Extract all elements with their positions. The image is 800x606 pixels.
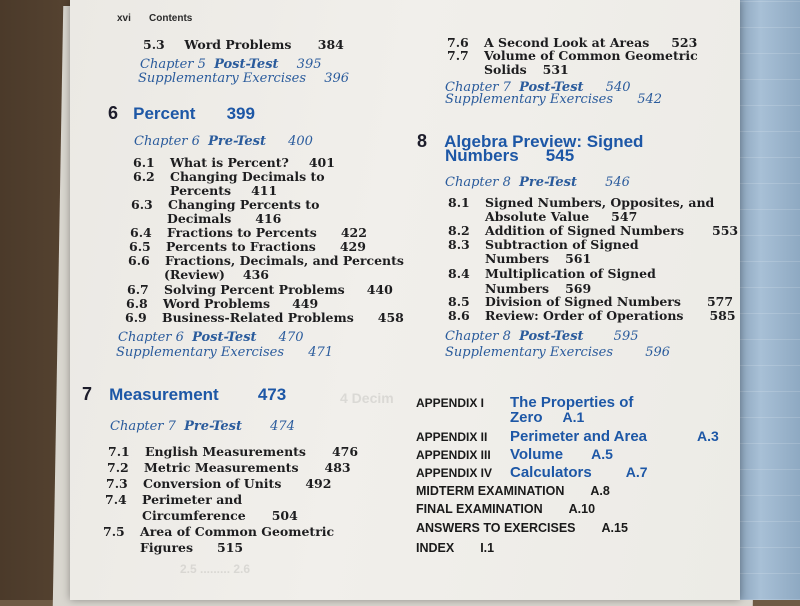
page-ref: 429: [339, 239, 366, 254]
page-ref: 595: [613, 329, 639, 344]
appendix-label: APPENDIX I: [416, 396, 485, 410]
page-ref: A.3: [697, 428, 719, 444]
pretest-label: Pre-Test: [184, 419, 242, 434]
page-ref: 542: [637, 92, 663, 107]
toc-entry-8-3-cont: [485, 251, 591, 266]
back-matter-answers: [416, 521, 628, 535]
toc-entry-6-6: [128, 253, 404, 268]
toc-entry-6-9: [125, 310, 404, 325]
appendix-label: APPENDIX II: [416, 430, 488, 444]
back-matter-midterm: [416, 484, 610, 498]
section-title: Fractions, Decimals, and Percents: [165, 253, 404, 268]
toc-entry-7-4: [105, 492, 242, 507]
posttest-label: Post-Test: [192, 330, 257, 345]
toc-entry-8-2: [448, 223, 738, 238]
section-number: 8.6: [448, 308, 470, 323]
chapter5-posttest: [140, 57, 322, 72]
page-ref: 561: [565, 251, 592, 266]
page-ref: 471: [308, 345, 334, 360]
section-number: 8.3: [448, 237, 470, 252]
section-number: 8.5: [448, 294, 470, 309]
section-number: 6.4: [130, 225, 152, 240]
page-ref: 470: [278, 330, 304, 345]
section-title: Percents: [170, 183, 232, 198]
page-ref: A.15: [601, 521, 628, 535]
section-number: 5.3: [143, 37, 165, 52]
back-matter-label: ANSWERS TO EXERCISES: [416, 521, 576, 535]
chapter6-heading: [108, 103, 255, 124]
running-header: Contents: [149, 13, 193, 24]
chapter-page: 399: [226, 104, 255, 123]
toc-entry-6-5: [129, 239, 366, 254]
section-title: Changing Percents to: [168, 197, 320, 212]
show-through-text-2: 2.5 ......... 2.6: [180, 562, 251, 576]
page-number: xvi: [117, 13, 131, 24]
page-ref: 395: [296, 57, 322, 72]
section-title: Word Problems: [163, 296, 271, 311]
toc-entry-8-3: [448, 237, 639, 252]
section-title: (Review): [164, 267, 225, 282]
supp-label: Supplementary Exercises: [445, 345, 614, 360]
section-title: Solids: [484, 62, 527, 77]
page-ref: 440: [366, 282, 393, 297]
chapter-title: Measurement: [109, 385, 219, 404]
chapter6-posttest: [118, 330, 304, 345]
chapter8-heading-cont: [445, 146, 574, 166]
page-ref: I.1: [480, 541, 495, 555]
section-title: Multiplication of Signed: [485, 266, 656, 281]
toc-entry-8-1: [448, 195, 714, 210]
toc-entry-5-3: [143, 37, 344, 52]
section-title: What is Percent?: [170, 155, 289, 170]
appendix-label: APPENDIX IV: [416, 466, 493, 480]
supp-label: Supplementary Exercises: [138, 71, 307, 86]
section-number: 7.5: [103, 524, 125, 539]
section-title: Absolute Value: [485, 209, 590, 224]
toc-entry-6-4: [130, 225, 367, 240]
page-ref: A.10: [568, 502, 596, 516]
back-matter-label: INDEX: [416, 541, 455, 555]
toc-entry-7-7: [447, 48, 698, 63]
toc-entry-8-5: [448, 294, 733, 309]
appendix-1-cont: [510, 407, 584, 426]
page-ref: 384: [317, 37, 344, 52]
section-title: Perimeter and: [142, 492, 243, 507]
posttest-prefix: Chapter 7: [445, 80, 511, 95]
toc-entry-8-6: [448, 308, 736, 323]
page-ref: 546: [605, 175, 630, 190]
page-ref: 400: [288, 134, 313, 149]
toc-entry-7-3: [106, 476, 331, 491]
section-number: 7.2: [107, 460, 129, 475]
page-ref: 396: [324, 71, 350, 86]
appendix-title: The Properties of: [510, 394, 634, 411]
posttest-label: Post-Test: [519, 329, 584, 344]
pretest-label: Pre-Test: [519, 175, 577, 190]
toc-entry-7-5: [103, 524, 334, 539]
section-number: 8.4: [448, 266, 470, 281]
toc-entry-6-8: [126, 296, 318, 311]
section-number: 7.7: [447, 48, 469, 63]
back-matter-label: MIDTERM EXAMINATION: [416, 484, 565, 498]
appendix-title: Perimeter and Area: [510, 428, 648, 445]
page-ref: 504: [271, 508, 298, 523]
page-ref: 596: [645, 345, 671, 360]
page-ref: 547: [611, 209, 638, 224]
section-title: Subtraction of Signed: [485, 237, 639, 252]
section-number: 6.1: [133, 155, 155, 170]
section-title: Changing Decimals to: [170, 169, 325, 184]
section-title: Volume of Common Geometric: [484, 48, 698, 63]
page-ref: 553: [712, 223, 739, 238]
toc-entry-7-1: [108, 444, 358, 459]
chapter6-pretest: [134, 134, 313, 149]
page-ref: A.1: [562, 409, 585, 425]
page-ref: 411: [251, 183, 278, 198]
section-title: Numbers: [485, 251, 550, 266]
posttest-prefix: Chapter 6: [118, 330, 184, 345]
appendix-title: Volume: [510, 446, 564, 463]
appendix-2: [416, 426, 719, 445]
page-ref: A.8: [590, 484, 610, 498]
page-ref: 401: [308, 155, 335, 170]
supp-label: Supplementary Exercises: [116, 345, 285, 360]
toc-entry-6-2-cont: [170, 183, 277, 198]
book-page: [70, 0, 740, 600]
toc-entry-6-6-cont: [164, 267, 269, 282]
section-title: Business-Related Problems: [162, 310, 354, 325]
toc-entry-6-3: [131, 197, 319, 212]
section-title: Signed Numbers, Opposites, and: [485, 195, 715, 210]
section-number: 6.8: [126, 296, 148, 311]
toc-entry-7-2: [107, 460, 351, 475]
back-matter-index: [416, 541, 494, 555]
page-ref: 474: [270, 419, 295, 434]
pretest-label: Pre-Test: [208, 134, 266, 149]
page-ref: 569: [565, 281, 592, 296]
posttest-label: Post-Test: [214, 57, 279, 72]
page-ref: 483: [324, 460, 351, 475]
page-ref: 523: [671, 35, 698, 50]
appendix-3: [416, 444, 613, 463]
section-title: Word Problems: [184, 37, 292, 52]
chapter7-heading: [82, 384, 286, 405]
pretest-prefix: Chapter 6: [134, 134, 200, 149]
posttest-label: Post-Test: [519, 80, 584, 95]
section-title: Solving Percent Problems: [164, 282, 345, 297]
page-ref: 422: [340, 225, 367, 240]
page-ref: A.5: [591, 446, 613, 462]
section-number: 6.2: [133, 169, 155, 184]
toc-entry-6-3-cont: [167, 211, 281, 226]
chapter5-supplementary: [138, 71, 349, 86]
section-title: Review: Order of Operations: [485, 308, 684, 323]
section-title: Addition of Signed Numbers: [485, 223, 684, 238]
page-ref: 577: [706, 294, 734, 309]
chapter7-pretest: [110, 419, 295, 434]
pretest-prefix: Chapter 7: [110, 419, 176, 434]
appendix-title: Zero: [510, 409, 543, 426]
posttest-prefix: Chapter 5: [140, 57, 206, 72]
section-number: 6.7: [127, 282, 149, 297]
chapter6-supplementary: [116, 345, 333, 360]
chapter8-supplementary: [445, 345, 670, 360]
section-title: Metric Measurements: [144, 460, 299, 475]
pretest-prefix: Chapter 8: [445, 175, 511, 190]
toc-entry-8-1-cont: [485, 209, 637, 224]
chapter-number: 7: [82, 384, 93, 404]
toc-entry-8-4: [448, 266, 656, 281]
page-ref: A.7: [625, 464, 648, 480]
chapter8-posttest: [445, 329, 639, 344]
chapter-number: 6: [108, 103, 119, 123]
section-title: Decimals: [167, 211, 232, 226]
section-title: Circumference: [142, 508, 246, 523]
page-ref: 449: [292, 296, 319, 311]
show-through-text: 4 Decim: [340, 390, 394, 406]
section-number: 6.3: [131, 197, 153, 212]
section-number: 6.9: [125, 310, 147, 325]
chapter-page: 545: [545, 146, 575, 165]
section-title: English Measurements: [145, 444, 306, 459]
chapter7-supplementary: [445, 92, 662, 107]
section-title: Conversion of Units: [143, 476, 282, 491]
section-title: Area of Common Geometric: [140, 524, 335, 539]
page-ref: 458: [377, 310, 404, 325]
section-number: 7.6: [447, 35, 469, 50]
section-number: 6.5: [129, 239, 151, 254]
section-title: Numbers: [485, 281, 550, 296]
back-matter-label: FINAL EXAMINATION: [416, 502, 543, 516]
supp-label: Supplementary Exercises: [445, 92, 614, 107]
toc-entry-6-1: [133, 155, 335, 170]
chapter-page: 473: [257, 385, 287, 404]
chapter-number: 8: [417, 131, 428, 151]
toc-entry-7-4-cont: [142, 508, 298, 523]
page-ref: 585: [709, 308, 736, 323]
section-title: Percents to Fractions: [166, 239, 316, 254]
page-ref: 476: [331, 444, 359, 459]
page-ref: 492: [305, 476, 332, 491]
back-matter-final: [416, 502, 595, 516]
page-ref: 416: [255, 211, 282, 226]
section-title: Fractions to Percents: [167, 225, 317, 240]
appendix-4: [416, 462, 648, 481]
toc-entry-6-2: [133, 169, 325, 184]
toc-entry-7-5-cont: [140, 540, 243, 555]
appendix-title: Calculators: [510, 464, 592, 481]
toc-entry-7-7-cont: [484, 62, 569, 77]
section-number: 8.1: [448, 195, 470, 210]
page-ref: 540: [605, 80, 631, 95]
appendix-label: APPENDIX III: [416, 448, 491, 462]
chapter8-pretest: [445, 175, 630, 190]
posttest-prefix: Chapter 8: [445, 329, 511, 344]
section-number: 7.4: [105, 492, 127, 507]
page-ref: 515: [217, 540, 244, 555]
toc-entry-6-7: [127, 282, 393, 297]
chapter-title: Algebra Preview: Signed: [444, 132, 644, 151]
section-number: 8.2: [448, 223, 470, 238]
section-title: A Second Look at Areas: [484, 35, 650, 50]
chapter-title: Numbers: [445, 146, 519, 165]
section-number: 7.3: [106, 476, 128, 491]
section-title: Division of Signed Numbers: [485, 294, 681, 309]
section-title: Figures: [140, 540, 194, 555]
page-ref: 436: [242, 267, 269, 282]
page-ref: 531: [542, 62, 569, 77]
chapter-title: Percent: [133, 104, 196, 123]
section-number: 6.6: [128, 253, 150, 268]
section-number: 7.1: [108, 444, 130, 459]
